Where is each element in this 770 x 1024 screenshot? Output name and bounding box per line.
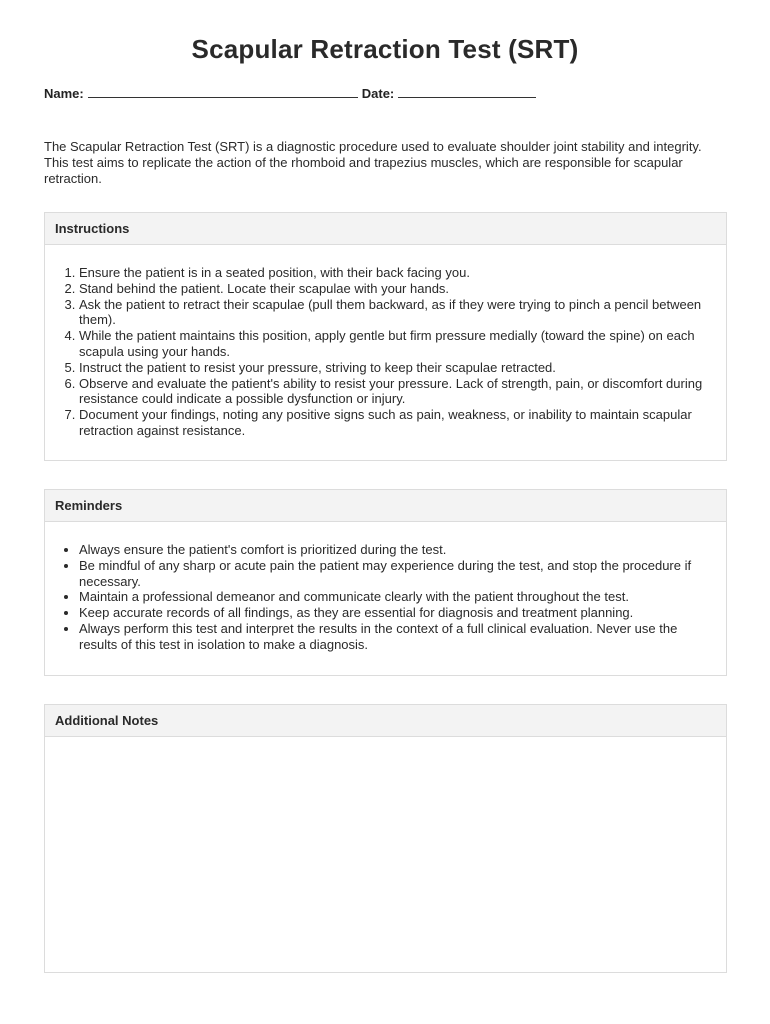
date-label: Date:: [361, 86, 395, 101]
reminders-body: [45, 522, 726, 653]
name-field[interactable]: [88, 86, 358, 98]
name-date-line: [44, 86, 536, 101]
name-label: Name:: [44, 86, 84, 101]
instructions-body: [45, 245, 726, 439]
instructions-list: [55, 265, 716, 439]
reminder-item: • Maintain a professional demeanor and communicate clearly with the patient throughout the test.: [79, 589, 716, 605]
reminder-item: • Be mindful of any sharp or acute pain the patient may experience during the test, and stop the procedure if necessary.: [79, 558, 716, 590]
additional-notes-section: [44, 704, 727, 973]
reminders-list: [55, 542, 716, 653]
instructions-section: [44, 212, 727, 461]
reminder-item: • Always perform this test and interpret the results in the context of a full clinical evaluation. Never use the results of this test in isolation to make a diagnosis.: [79, 621, 716, 653]
instruction-item: 7. Document your findings, noting any positive signs such as pain, weakness, or inability to maintain scapular retraction against resistance.: [79, 407, 716, 439]
reminders-heading: Reminders: [45, 490, 726, 522]
intro-paragraph: The Scapular Retraction Test (SRT) is a diagnostic procedure used to evaluate shoulder joint stability and integrity. This test aims to replicate the action of the rhomboid and trapezius muscles, which are responsible for scapular retraction.: [44, 139, 702, 186]
page-title: Scapular Retraction Test (SRT): [191, 34, 579, 64]
reminder-item: • Always ensure the patient's comfort is prioritized during the test.: [79, 542, 716, 558]
reminder-item: • Keep accurate records of all findings, as they are essential for diagnosis and treatment planning.: [79, 605, 716, 621]
reminders-section: [44, 489, 727, 676]
instruction-item: 5. Instruct the patient to resist your pressure, striving to keep their scapulae retracted.: [79, 360, 716, 376]
date-field[interactable]: [398, 86, 536, 98]
instruction-item: 3. Ask the patient to retract their scapulae (pull them backward, as if they were trying to pinch a pencil between them).: [79, 297, 716, 329]
additional-notes-field[interactable]: [45, 737, 726, 757]
instruction-item: 1. Ensure the patient is in a seated position, with their back facing you.: [79, 265, 716, 281]
instruction-item: 4. While the patient maintains this position, apply gentle but firm pressure medially (toward the spine) on each scapula using your hands.: [79, 328, 716, 360]
instructions-heading: Instructions: [45, 213, 726, 245]
additional-notes-heading: Additional Notes: [45, 705, 726, 737]
instruction-item: 2. Stand behind the patient. Locate their scapulae with your hands.: [79, 281, 716, 297]
instruction-item: 6. Observe and evaluate the patient's ability to resist your pressure. Lack of strength, pain, or discomfort during resistance could indicate a possible dysfunction or injury.: [79, 376, 716, 408]
